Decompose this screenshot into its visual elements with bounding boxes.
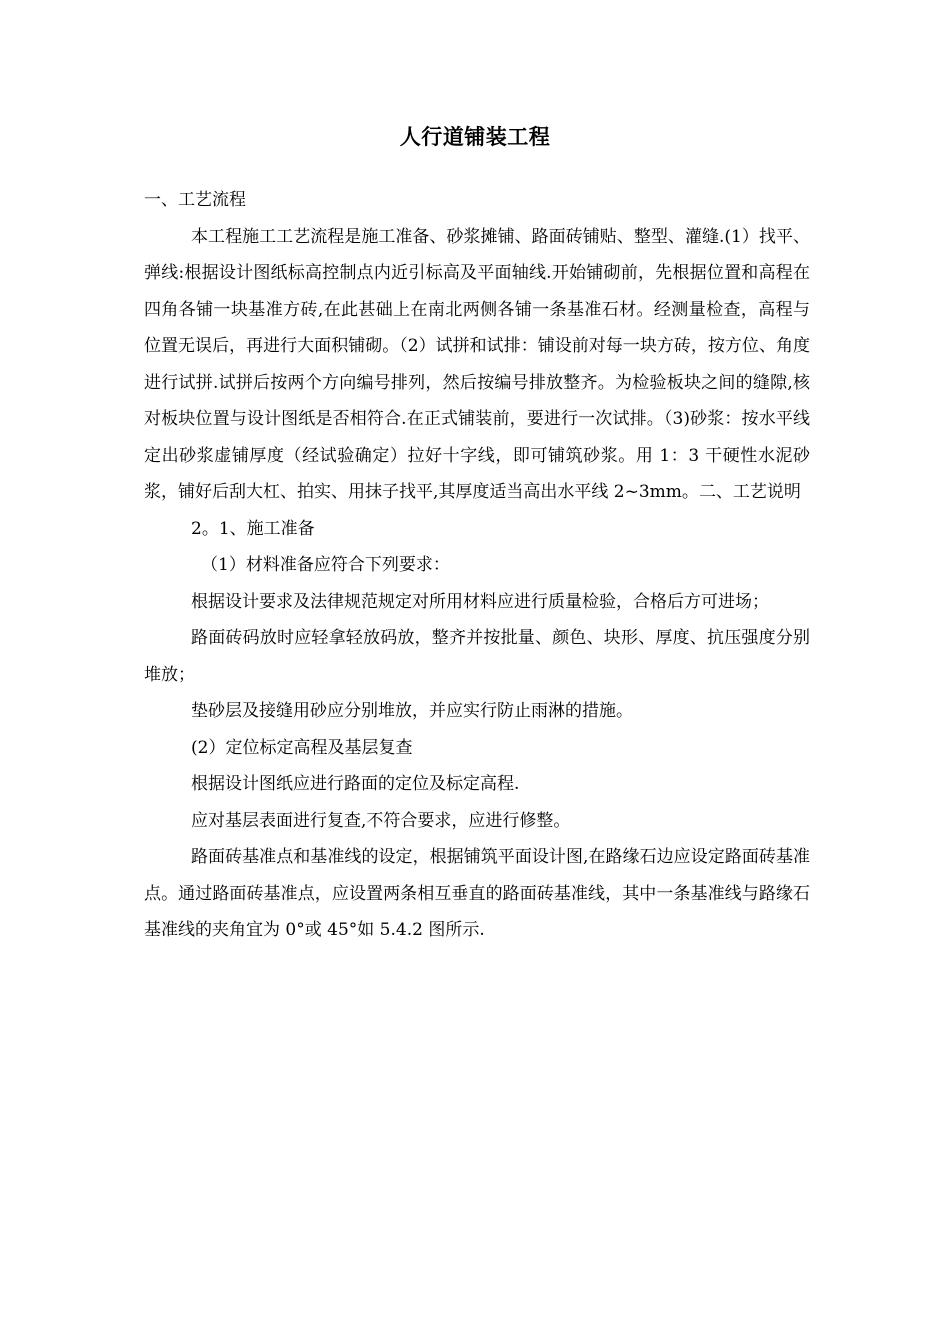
paragraph-material-inspection: 根据设计要求及法律规范规定对所用材料应进行质量检验，合格后方可进场； bbox=[191, 591, 769, 612]
paragraph-process-flow-text: 本工程施工工艺流程是施工准备、砂浆摊铺、路面砖铺贴、整型、灌缝.(1）找平、弹线:根据设计图纸标高控制点内近引标高及平面轴线.开始铺砌前，先根据位置和高程在四角各铺一块基准方砖,在此甚础上在南北两侧各铺一条基准石材。经测量检查，高程与位置无误后，再进行大面积铺砌。（2）试拼和试排：铺设前对每一块方砖，按方位、角度进行试拼.试拼后按两个方向编号排列，然后按编号排放整齐。为检验板块之间的缝隙,核对板块位置与设计图纸是否相符合.在正式铺装前，要进行一次试排。（3)砂浆：按水平线定出砂浆虚铺厚度（经试验确定）拉好十字线，即可铺筑砂浆。用 1：3 干硬性水泥砂浆，铺好后刮大杠、拍实、用抹子找平,其厚度适当高出水平线 2~3mm。 bbox=[144, 226, 810, 502]
item-material-prep: （1）材料准备应符合下列要求： bbox=[201, 555, 450, 575]
paragraph-brick-stacking: 路面砖码放时应轻拿轻放码放，整齐并按批量、颜色、块形、厚度、抗压强度分别堆放； bbox=[144, 628, 810, 685]
paragraph-sand-storage: 垫砂层及接缝用砂应分别堆放，并应实行防止雨淋的措施。 bbox=[191, 701, 633, 721]
section-heading-process: 一、工艺流程 bbox=[144, 190, 246, 210]
subsection-construction-prep: 2。1、施工准备 bbox=[191, 518, 315, 539]
document-title: 人行道铺装工程 bbox=[399, 125, 551, 149]
section-heading-explanation: 二、工艺说明 bbox=[698, 482, 801, 502]
paragraph-reference-lines: 路面砖基准点和基准线的设定，根据铺筑平面设计图,在路缘石边应设定路面砖基准点。通过路面砖基准点，应设置两条相互垂直的路面砖基准线，其中一条基准线与路缘石基准线的夹角宜为 0°或 45°如 5.4.2 图所示. bbox=[144, 847, 810, 940]
paragraph-positioning: 根据设计图纸应进行路面的定位及标定高程. bbox=[191, 774, 520, 794]
item-positioning-elevation: (2）定位标定高程及基层复查 bbox=[191, 737, 413, 758]
paragraph-process-flow bbox=[144, 219, 810, 511]
paragraph-base-review: 应对基层表面进行复查,不符合要求，应进行修整。 bbox=[191, 810, 571, 831]
document-body bbox=[144, 182, 810, 949]
